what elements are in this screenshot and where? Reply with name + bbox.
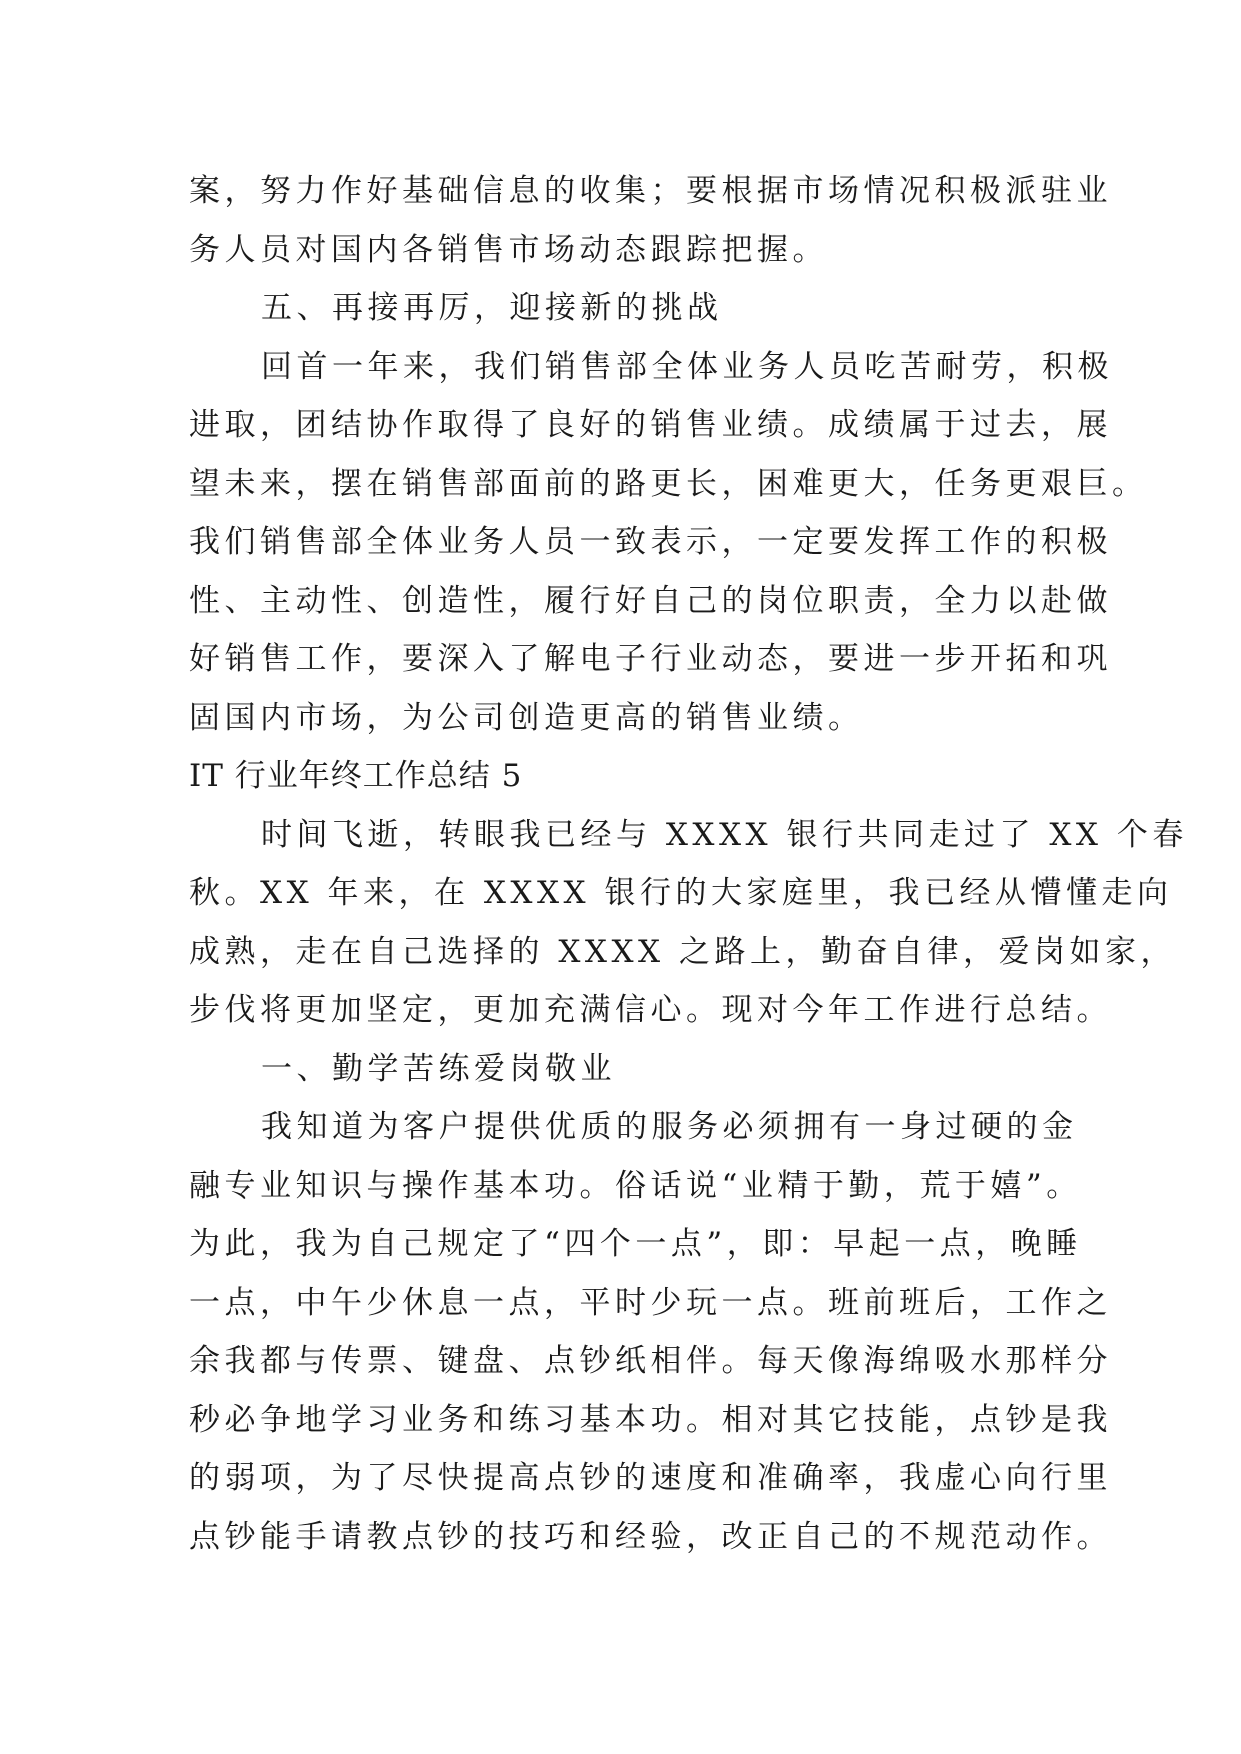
text-line: 秒必争地学习业务和练习基本功。相对其它技能，点钞是我 [189,1401,1112,1438]
text-line: 成熟，走在自己选择的 XXXX 之路上，勤奋自律，爱岗如家， [189,933,1176,970]
text-line: 我们销售部全体业务人员一致表示，一定要发挥工作的积极 [189,524,1112,560]
text-line: 为此，我为自己规定了“四个一点”，即：早起一点，晚睡 [189,1226,1082,1262]
text-line: 性、主动性、创造性，履行好自己的岗位职责，全力以赴做 [189,582,1112,619]
document-body [189,162,1188,1566]
text-line: 余我都与传票、键盘、点钞纸相伴。每天像海绵吸水那样分 [189,1343,1112,1379]
text-line: 进取，团结协作取得了良好的销售业绩。成绩属于过去，展 [189,407,1112,443]
text-line: 务人员对国内各销售市场动态跟踪把握。 [189,231,828,268]
paragraph-start: 我知道为客户提供优质的服务必须拥有一身过硬的金 [261,1109,1078,1145]
text-line: 一点，中午少休息一点，平时少玩一点。班前班后，工作之 [189,1284,1112,1321]
paragraph-start: 时间飞逝，转眼我已经与 XXXX 银行共同走过了 XX 个春 [261,816,1188,853]
paragraph-start: 回首一年来，我们销售部全体业务人员吃苦耐劳，积极 [261,348,1113,385]
text-line: 步伐将更加坚定，更加充满信心。现对今年工作进行总结。 [189,992,1112,1028]
text-line: 固国内市场，为公司创造更高的销售业绩。 [189,699,864,736]
text-line: 秋。XX 年来，在 XXXX 银行的大家庭里，我已经从懵懂走向 [189,875,1173,911]
text-line: 案，努力作好基础信息的收集；要根据市场情况积极派驻业 [189,173,1112,209]
text-line: 望未来，摆在销售部面前的路更长，困难更大，任务更艰巨。 [189,465,1148,502]
article-title: IT 行业年终工作总结 5 [189,758,523,794]
section-heading: 一、勤学苦练爱岗敬业 [261,1050,616,1087]
text-line: 点钞能手请教点钞的技巧和经验，改正自己的不规范动作。 [189,1518,1112,1555]
text-line: 融专业知识与操作基本功。俗话说“业精于勤，荒于嬉”。 [189,1167,1082,1204]
section-heading: 五、再接再厉，迎接新的挑战 [261,290,723,326]
text-line: 的弱项，为了尽快提高点钞的速度和准确率，我虚心向行里 [189,1460,1112,1496]
text-line: 好销售工作，要深入了解电子行业动态，要进一步开拓和巩 [189,641,1112,677]
